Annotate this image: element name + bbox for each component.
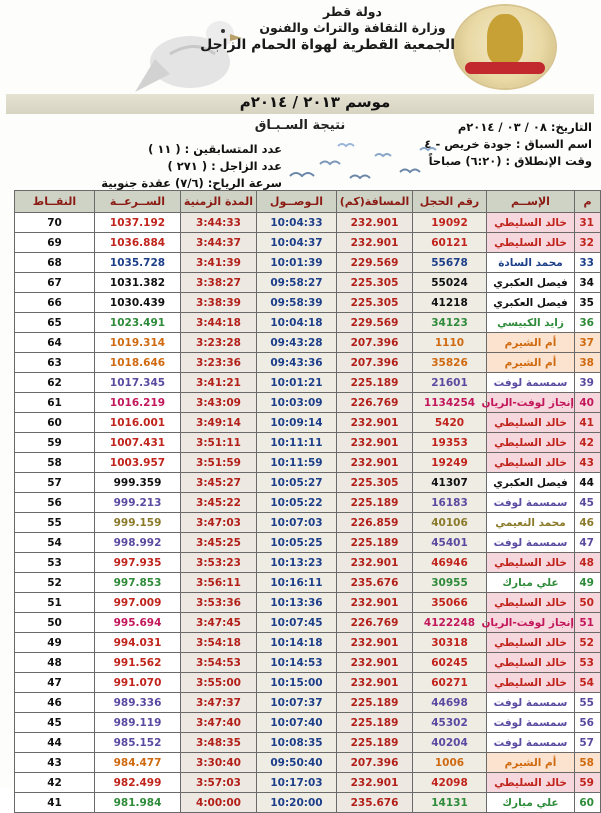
points-cell: 48 — [15, 653, 95, 673]
distance-cell: 225.305 — [337, 293, 413, 313]
race-start-time: وقت الإنطلاق : (٦:٢٠) صباحاً — [428, 154, 592, 168]
ring-number-cell: 45302 — [413, 713, 487, 733]
speed-cell: 998.992 — [95, 533, 181, 553]
speed-cell: 1019.314 — [95, 333, 181, 353]
rank-cell: 49 — [575, 573, 601, 593]
name-cell: فيصل العكبري — [487, 293, 575, 313]
rank-cell: 47 — [575, 533, 601, 553]
name-cell: سمسمة لوفت — [487, 373, 575, 393]
ring-number-cell: 42098 — [413, 773, 487, 793]
col-header-speed: الســرعــة — [95, 191, 181, 213]
table-row — [15, 653, 601, 673]
ministry-name: وزارة الثقافة والتراث والفنون — [259, 20, 446, 35]
rank-cell: 39 — [575, 373, 601, 393]
duration-cell: 3:43:09 — [181, 393, 257, 413]
distance-cell: 232.901 — [337, 233, 413, 253]
rank-cell: 58 — [575, 753, 601, 773]
duration-cell: 3:45:22 — [181, 493, 257, 513]
distance-cell: 232.901 — [337, 673, 413, 693]
results-body — [15, 213, 601, 813]
rank-cell: 32 — [575, 233, 601, 253]
table-row — [15, 353, 601, 373]
points-cell: 58 — [15, 453, 95, 473]
name-cell: علي مبارك — [487, 793, 575, 813]
arrival-cell: 10:07:40 — [257, 713, 337, 733]
association-logo — [455, 6, 555, 88]
duration-cell: 3:44:18 — [181, 313, 257, 333]
association-name: الجمعية القطرية لهواة الحمام الزاجل — [200, 37, 455, 53]
ring-number-cell: 41307 — [413, 473, 487, 493]
name-cell: خالد السليطي — [487, 773, 575, 793]
ring-number-cell: 1006 — [413, 753, 487, 773]
rank-cell: 48 — [575, 553, 601, 573]
name-cell: خالد السليطي — [487, 673, 575, 693]
duration-cell: 3:47:03 — [181, 513, 257, 533]
duration-cell: 3:44:33 — [181, 213, 257, 233]
points-cell: 69 — [15, 233, 95, 253]
col-header-points: النقــاط — [15, 191, 95, 213]
speed-cell: 999.359 — [95, 473, 181, 493]
table-row — [15, 513, 601, 533]
ring-number-cell: 44698 — [413, 693, 487, 713]
rank-cell: 60 — [575, 793, 601, 813]
table-row — [15, 433, 601, 453]
table-row — [15, 633, 601, 653]
name-cell: خالد السليطي — [487, 553, 575, 573]
duration-cell: 3:23:28 — [181, 333, 257, 353]
distance-cell: 232.901 — [337, 213, 413, 233]
table-row — [15, 673, 601, 693]
points-cell: 52 — [15, 573, 95, 593]
arrival-cell: 10:07:37 — [257, 693, 337, 713]
arrival-cell: 09:50:40 — [257, 753, 337, 773]
arrival-cell: 09:43:28 — [257, 333, 337, 353]
arrival-cell: 10:11:59 — [257, 453, 337, 473]
distance-cell: 207.396 — [337, 353, 413, 373]
distance-cell: 225.189 — [337, 493, 413, 513]
arrival-cell: 10:11:11 — [257, 433, 337, 453]
speed-cell: 1030.439 — [95, 293, 181, 313]
duration-cell: 3:41:39 — [181, 253, 257, 273]
arrival-cell: 10:07:03 — [257, 513, 337, 533]
points-cell: 67 — [15, 273, 95, 293]
rank-cell: 31 — [575, 213, 601, 233]
points-cell: 50 — [15, 613, 95, 633]
duration-cell: 3:53:23 — [181, 553, 257, 573]
speed-cell: 1016.219 — [95, 393, 181, 413]
ring-number-cell: 19353 — [413, 433, 487, 453]
ring-number-cell: 21601 — [413, 373, 487, 393]
distance-cell: 207.396 — [337, 333, 413, 353]
rank-cell: 37 — [575, 333, 601, 353]
distance-cell: 232.901 — [337, 433, 413, 453]
distance-cell: 235.676 — [337, 793, 413, 813]
points-cell: 68 — [15, 253, 95, 273]
rank-cell: 53 — [575, 653, 601, 673]
speed-cell: 997.853 — [95, 573, 181, 593]
wind-speed: سرعة الرياح: (٧/٦) عقدة جنوبية — [101, 176, 282, 190]
arrival-cell: 10:14:18 — [257, 633, 337, 653]
race-name: اسم السباق : جودة خريص - ٤ — [424, 137, 592, 151]
name-cell: خالد السليطي — [487, 213, 575, 233]
arrival-cell: 10:09:14 — [257, 413, 337, 433]
rank-cell: 44 — [575, 473, 601, 493]
arrival-cell: 10:04:37 — [257, 233, 337, 253]
table-header-row — [15, 191, 601, 213]
name-cell: سمسمة لوفت — [487, 713, 575, 733]
points-cell: 66 — [15, 293, 95, 313]
ring-number-cell: 5420 — [413, 413, 487, 433]
name-cell: سمسمة لوفت — [487, 693, 575, 713]
table-row — [15, 273, 601, 293]
speed-cell: 1036.884 — [95, 233, 181, 253]
speed-cell: 1007.431 — [95, 433, 181, 453]
rank-cell: 42 — [575, 433, 601, 453]
arrival-cell: 10:03:09 — [257, 393, 337, 413]
name-cell: خالد السليطي — [487, 433, 575, 453]
points-cell: 57 — [15, 473, 95, 493]
ring-number-cell: 35826 — [413, 353, 487, 373]
rank-cell: 52 — [575, 633, 601, 653]
table-row — [15, 593, 601, 613]
name-cell: زايد الكبيسي — [487, 313, 575, 333]
ring-number-cell: 41218 — [413, 293, 487, 313]
speed-cell: 1035.728 — [95, 253, 181, 273]
distance-cell: 232.901 — [337, 593, 413, 613]
ring-number-cell: 60271 — [413, 673, 487, 693]
name-cell: خالد السليطي — [487, 593, 575, 613]
rank-cell: 56 — [575, 713, 601, 733]
arrival-cell: 10:14:53 — [257, 653, 337, 673]
arrival-cell: 10:15:00 — [257, 673, 337, 693]
points-cell: 63 — [15, 353, 95, 373]
table-row — [15, 453, 601, 473]
col-header-ring: رقم الحجل — [413, 191, 487, 213]
points-cell: 41 — [15, 793, 95, 813]
speed-cell: 991.070 — [95, 673, 181, 693]
rank-cell: 50 — [575, 593, 601, 613]
name-cell: أم الشيرم — [487, 753, 575, 773]
points-cell: 56 — [15, 493, 95, 513]
ring-number-cell: 19249 — [413, 453, 487, 473]
speed-cell: 989.336 — [95, 693, 181, 713]
ring-number-cell: 40106 — [413, 513, 487, 533]
name-cell: إنجاز لوفت-الريان — [487, 393, 575, 413]
speed-cell: 989.119 — [95, 713, 181, 733]
ring-number-cell: 45401 — [413, 533, 487, 553]
points-cell: 44 — [15, 733, 95, 753]
name-cell: علي مبارك — [487, 573, 575, 593]
speed-cell: 1037.192 — [95, 213, 181, 233]
points-cell: 55 — [15, 513, 95, 533]
col-header-name: الإســم — [487, 191, 575, 213]
duration-cell: 3:41:21 — [181, 373, 257, 393]
results-table — [14, 190, 601, 813]
arrival-cell: 09:43:36 — [257, 353, 337, 373]
rank-cell: 35 — [575, 293, 601, 313]
duration-cell: 3:44:37 — [181, 233, 257, 253]
name-cell: خالد السليطي — [487, 653, 575, 673]
speed-cell: 999.213 — [95, 493, 181, 513]
race-date: التاريخ: ٠٨ / ٠٣ / ٢٠١٤م — [457, 120, 592, 134]
duration-cell: 3:30:40 — [181, 753, 257, 773]
distance-cell: 229.569 — [337, 253, 413, 273]
table-row — [15, 393, 601, 413]
arrival-cell: 10:01:21 — [257, 373, 337, 393]
arrival-cell: 10:13:23 — [257, 553, 337, 573]
speed-cell: 982.499 — [95, 773, 181, 793]
points-cell: 46 — [15, 693, 95, 713]
table-row — [15, 573, 601, 593]
distance-cell: 225.189 — [337, 693, 413, 713]
name-cell: خالد السليطي — [487, 453, 575, 473]
table-row — [15, 793, 601, 813]
ring-number-cell: 46946 — [413, 553, 487, 573]
table-row — [15, 293, 601, 313]
table-row — [15, 233, 601, 253]
arrival-cell: 10:07:45 — [257, 613, 337, 633]
speed-cell: 999.159 — [95, 513, 181, 533]
table-row — [15, 553, 601, 573]
table-row — [15, 713, 601, 733]
table-row — [15, 493, 601, 513]
table-row — [15, 473, 601, 493]
arrival-cell: 10:05:25 — [257, 533, 337, 553]
points-cell: 42 — [15, 773, 95, 793]
points-cell: 47 — [15, 673, 95, 693]
ring-number-cell: 19092 — [413, 213, 487, 233]
rank-cell: 43 — [575, 453, 601, 473]
speed-cell: 1023.491 — [95, 313, 181, 333]
season-title: موسم ٢٠١٣ / ٢٠١٤م — [239, 93, 391, 111]
speed-cell: 1016.001 — [95, 413, 181, 433]
duration-cell: 3:48:35 — [181, 733, 257, 753]
duration-cell: 3:51:11 — [181, 433, 257, 453]
distance-cell: 232.901 — [337, 413, 413, 433]
table-row — [15, 333, 601, 353]
duration-cell: 3:51:59 — [181, 453, 257, 473]
rank-cell: 36 — [575, 313, 601, 333]
duration-cell: 3:56:11 — [181, 573, 257, 593]
ring-number-cell: 30955 — [413, 573, 487, 593]
distance-cell: 225.189 — [337, 733, 413, 753]
ring-number-cell: 34123 — [413, 313, 487, 333]
points-cell: 49 — [15, 633, 95, 653]
name-cell: محمد النعيمي — [487, 513, 575, 533]
ring-number-cell: 4122248 — [413, 613, 487, 633]
arrival-cell: 10:04:33 — [257, 213, 337, 233]
speed-cell: 997.009 — [95, 593, 181, 613]
name-cell: خالد السليطي — [487, 233, 575, 253]
table-row — [15, 213, 601, 233]
ring-number-cell: 60245 — [413, 653, 487, 673]
name-cell: خالد السليطي — [487, 413, 575, 433]
ring-number-cell: 40204 — [413, 733, 487, 753]
rank-cell: 54 — [575, 673, 601, 693]
points-cell: 53 — [15, 553, 95, 573]
arrival-cell: 10:17:03 — [257, 773, 337, 793]
arrival-cell: 10:20:00 — [257, 793, 337, 813]
col-header-arrival: الـوصــول — [257, 191, 337, 213]
name-cell: فيصل العكبري — [487, 473, 575, 493]
distance-cell: 232.901 — [337, 773, 413, 793]
arrival-cell: 09:58:27 — [257, 273, 337, 293]
duration-cell: 3:23:36 — [181, 353, 257, 373]
ring-number-cell: 14131 — [413, 793, 487, 813]
duration-cell: 3:47:45 — [181, 613, 257, 633]
table-row — [15, 753, 601, 773]
rank-cell: 45 — [575, 493, 601, 513]
distance-cell: 232.901 — [337, 653, 413, 673]
col-header-rank: م — [575, 191, 601, 213]
table-row — [15, 253, 601, 273]
country-name: دولة قطر — [323, 4, 382, 19]
distance-cell: 232.901 — [337, 633, 413, 653]
points-cell: 62 — [15, 373, 95, 393]
points-cell: 61 — [15, 393, 95, 413]
logo-ribbon — [465, 62, 545, 74]
points-cell: 43 — [15, 753, 95, 773]
table-row — [15, 413, 601, 433]
arrival-cell: 10:16:11 — [257, 573, 337, 593]
name-cell: محمد السادة — [487, 253, 575, 273]
points-cell: 65 — [15, 313, 95, 333]
speed-cell: 995.694 — [95, 613, 181, 633]
result-title: نتيجة السـبـاق — [254, 118, 346, 133]
distance-cell: 229.569 — [337, 313, 413, 333]
ring-number-cell: 55024 — [413, 273, 487, 293]
table-row — [15, 733, 601, 753]
distance-cell: 225.189 — [337, 373, 413, 393]
name-cell: أم الشيرم — [487, 333, 575, 353]
participants-count: عدد المتسابقين : ( ١١ ) — [148, 142, 282, 156]
distance-cell: 225.189 — [337, 533, 413, 553]
rank-cell: 46 — [575, 513, 601, 533]
points-cell: 70 — [15, 213, 95, 233]
distance-cell: 225.189 — [337, 713, 413, 733]
duration-cell: 3:53:36 — [181, 593, 257, 613]
duration-cell: 3:47:37 — [181, 693, 257, 713]
name-cell: سمسمة لوفت — [487, 493, 575, 513]
speed-cell: 1031.382 — [95, 273, 181, 293]
duration-cell: 3:38:39 — [181, 293, 257, 313]
rank-cell: 38 — [575, 353, 601, 373]
table-row — [15, 533, 601, 553]
distance-cell: 225.305 — [337, 473, 413, 493]
duration-cell: 3:45:25 — [181, 533, 257, 553]
arrival-cell: 10:05:27 — [257, 473, 337, 493]
duration-cell: 3:54:53 — [181, 653, 257, 673]
ring-number-cell: 1134254 — [413, 393, 487, 413]
rank-cell: 33 — [575, 253, 601, 273]
birds-count: عدد الزاجل : ( ٢٧١ ) — [167, 159, 282, 173]
name-cell: خالد السليطي — [487, 633, 575, 653]
rank-cell: 57 — [575, 733, 601, 753]
header-block — [200, 4, 455, 54]
distance-cell: 207.396 — [337, 753, 413, 773]
duration-cell: 3:54:18 — [181, 633, 257, 653]
speed-cell: 997.935 — [95, 553, 181, 573]
duration-cell: 3:45:27 — [181, 473, 257, 493]
arrival-cell: 10:13:36 — [257, 593, 337, 613]
table-row — [15, 373, 601, 393]
arrival-cell: 10:05:22 — [257, 493, 337, 513]
ring-number-cell: 55678 — [413, 253, 487, 273]
pigeon-emblem-icon — [487, 14, 523, 64]
rank-cell: 40 — [575, 393, 601, 413]
speed-cell: 1018.646 — [95, 353, 181, 373]
duration-cell: 3:38:27 — [181, 273, 257, 293]
rank-cell: 59 — [575, 773, 601, 793]
duration-cell: 3:49:14 — [181, 413, 257, 433]
table-row — [15, 313, 601, 333]
duration-cell: 3:47:40 — [181, 713, 257, 733]
duration-cell: 4:00:00 — [181, 793, 257, 813]
speed-cell: 981.984 — [95, 793, 181, 813]
ring-number-cell: 16183 — [413, 493, 487, 513]
rank-cell: 51 — [575, 613, 601, 633]
points-cell: 64 — [15, 333, 95, 353]
points-cell: 51 — [15, 593, 95, 613]
speed-cell: 984.477 — [95, 753, 181, 773]
table-row — [15, 693, 601, 713]
distance-cell: 226.769 — [337, 613, 413, 633]
speed-cell: 991.562 — [95, 653, 181, 673]
table-row — [15, 773, 601, 793]
distance-cell: 232.901 — [337, 553, 413, 573]
points-cell: 54 — [15, 533, 95, 553]
name-cell: فيصل العكبري — [487, 273, 575, 293]
distance-cell: 226.769 — [337, 393, 413, 413]
speed-cell: 1017.345 — [95, 373, 181, 393]
col-header-distance: المسافة(كم) — [337, 191, 413, 213]
duration-cell: 3:55:00 — [181, 673, 257, 693]
col-header-duration: المدة الزمنية — [181, 191, 257, 213]
arrival-cell: 09:58:39 — [257, 293, 337, 313]
rank-cell: 41 — [575, 413, 601, 433]
arrival-cell: 10:04:18 — [257, 313, 337, 333]
points-cell: 60 — [15, 413, 95, 433]
flying-birds-icon — [280, 136, 440, 188]
ring-number-cell: 30318 — [413, 633, 487, 653]
ring-number-cell: 35066 — [413, 593, 487, 613]
rank-cell: 55 — [575, 693, 601, 713]
distance-cell: 235.676 — [337, 573, 413, 593]
arrival-cell: 10:01:39 — [257, 253, 337, 273]
speed-cell: 985.152 — [95, 733, 181, 753]
name-cell: سمسمة لوفت — [487, 733, 575, 753]
speed-cell: 1003.957 — [95, 453, 181, 473]
name-cell: أم الشيرم — [487, 353, 575, 373]
distance-cell: 232.901 — [337, 453, 413, 473]
speed-cell: 994.031 — [95, 633, 181, 653]
rank-cell: 34 — [575, 273, 601, 293]
name-cell: إنجاز لوفت-الريان — [487, 613, 575, 633]
distance-cell: 225.305 — [337, 273, 413, 293]
name-cell: سمسمة لوفت — [487, 533, 575, 553]
points-cell: 59 — [15, 433, 95, 453]
table-row — [15, 613, 601, 633]
distance-cell: 226.859 — [337, 513, 413, 533]
ring-number-cell: 60121 — [413, 233, 487, 253]
arrival-cell: 10:08:35 — [257, 733, 337, 753]
points-cell: 45 — [15, 713, 95, 733]
duration-cell: 3:57:03 — [181, 773, 257, 793]
ring-number-cell: 1110 — [413, 333, 487, 353]
